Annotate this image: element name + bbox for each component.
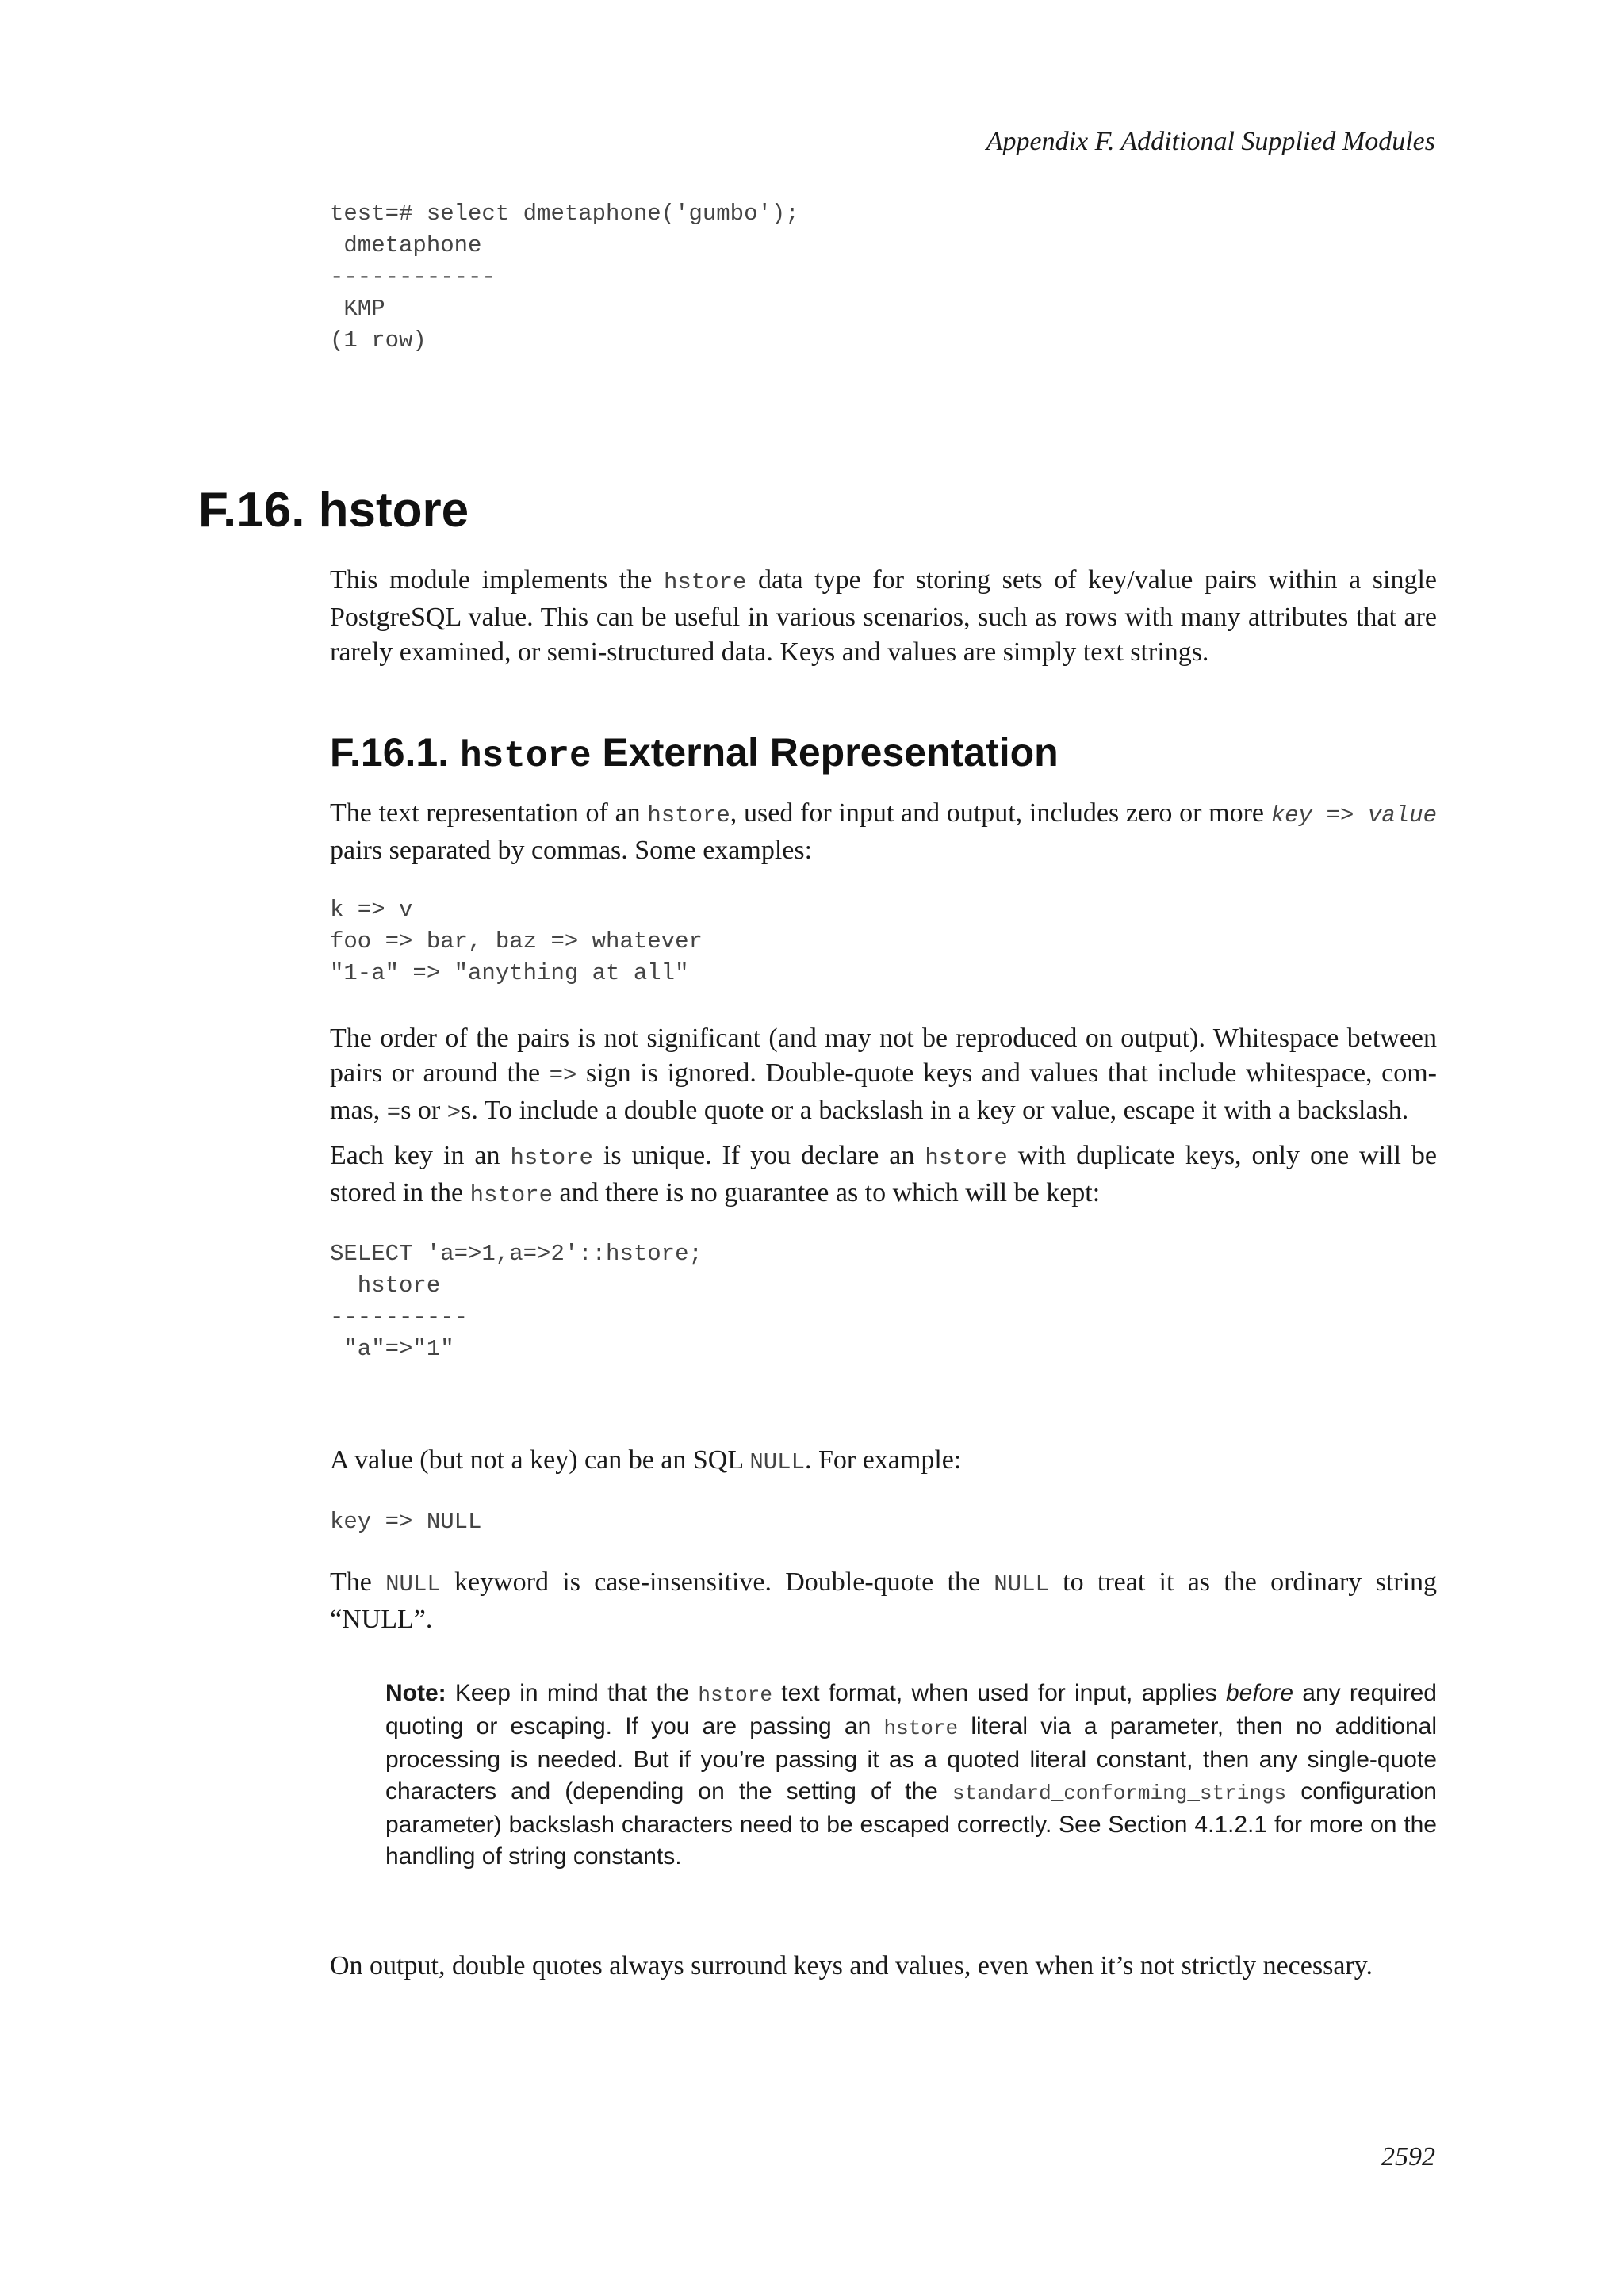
order-paragraph: The order of the pairs is not significant (and may not be reproduced on output). Whitespace between pairs or around the => sign is ignored. Double-quote keys and values that include whitespace, com-mas, =s or >s. To include a double quote or a backslash in a key or value, escape it with a backslash. — [330, 1024, 1437, 1126]
intro-paragraph: This module implements the hstore data type for storing sets of key/value pairs within a single PostgreSQL value. This can be useful in various scenarios, such as rows with many attributes that are rarely examined, or semi-structured data. Keys and values are simply text strings. — [330, 565, 1437, 667]
code-block-dmetaphone — [330, 198, 1437, 357]
subsection-heading-block — [330, 729, 1437, 777]
running-header: Appendix F. Additional Supplied Modules — [986, 127, 1435, 156]
inline-code: hstore — [664, 569, 747, 595]
note-label: Note: — [385, 1680, 446, 1706]
paragraph-order — [330, 1021, 1437, 1131]
section-intro — [330, 563, 1437, 670]
null-value-paragraph: A value (but not a key) can be an SQL NULL. For example: — [330, 1445, 962, 1475]
page-number: 2592 — [1381, 2142, 1435, 2172]
paragraph-null-value — [330, 1443, 1437, 1480]
code-duplicates: SELECT 'a=>1,a=>2'::hstore; hstore ---------- "a"=>"1" — [330, 1241, 703, 1362]
subsection-heading: F.16.1. hstore External Representation — [330, 730, 1059, 777]
paragraph-null-keyword — [330, 1565, 1437, 1637]
code-examples: k => v foo => bar, baz => whatever "1-a" => "anything at all" — [330, 897, 703, 986]
section-title: hstore — [318, 483, 469, 538]
paragraph-representation — [330, 796, 1437, 868]
unique-keys-paragraph: Each key in an hstore is unique. If you declare an hstore with duplicate keys, only one will be stored in the hstore and there is no guarantee as to which will be kept: — [330, 1141, 1437, 1208]
code-null: key => NULL — [330, 1509, 482, 1535]
code-dmetaphone: test=# select dmetaphone('gumbo'); dmetaphone ------------ KMP (1 row) — [330, 201, 799, 354]
null-keyword-paragraph: The NULL keyword is case-insensitive. Double-quote the NULL to treat it as the ordinary string “NULL”. — [330, 1567, 1438, 1634]
paragraph-output — [330, 1949, 1437, 1984]
code-block-null — [330, 1506, 1437, 1538]
note-block: Note: Keep in mind that the hstore text format, when used for input, applies before any required quoting or escaping. If you are passing an hstore literal via a parameter, then no additional processing is needed. But if you’re passing it as a quoted literal constant, then any single-quote characters and (depending on the setting of the standard_conforming_strings configuration parameter) backslash characters need to be escaped correctly. See Section 4.1.2.1 for more on the handling of string constants. — [385, 1680, 1438, 1869]
representation-paragraph: The text representation of an hstore, used for input and output, includes zero or more key => value pairs separated by commas. Some examples: — [330, 798, 1437, 865]
section-number: F.16. — [198, 483, 305, 538]
output-paragraph: On output, double quotes always surround keys and values, even when it’s not strictly necessary. — [330, 1951, 1373, 1980]
code-block-examples — [330, 894, 1437, 989]
section-heading — [198, 482, 469, 538]
paragraph-unique-keys — [330, 1138, 1437, 1213]
code-block-duplicates — [330, 1238, 1437, 1365]
